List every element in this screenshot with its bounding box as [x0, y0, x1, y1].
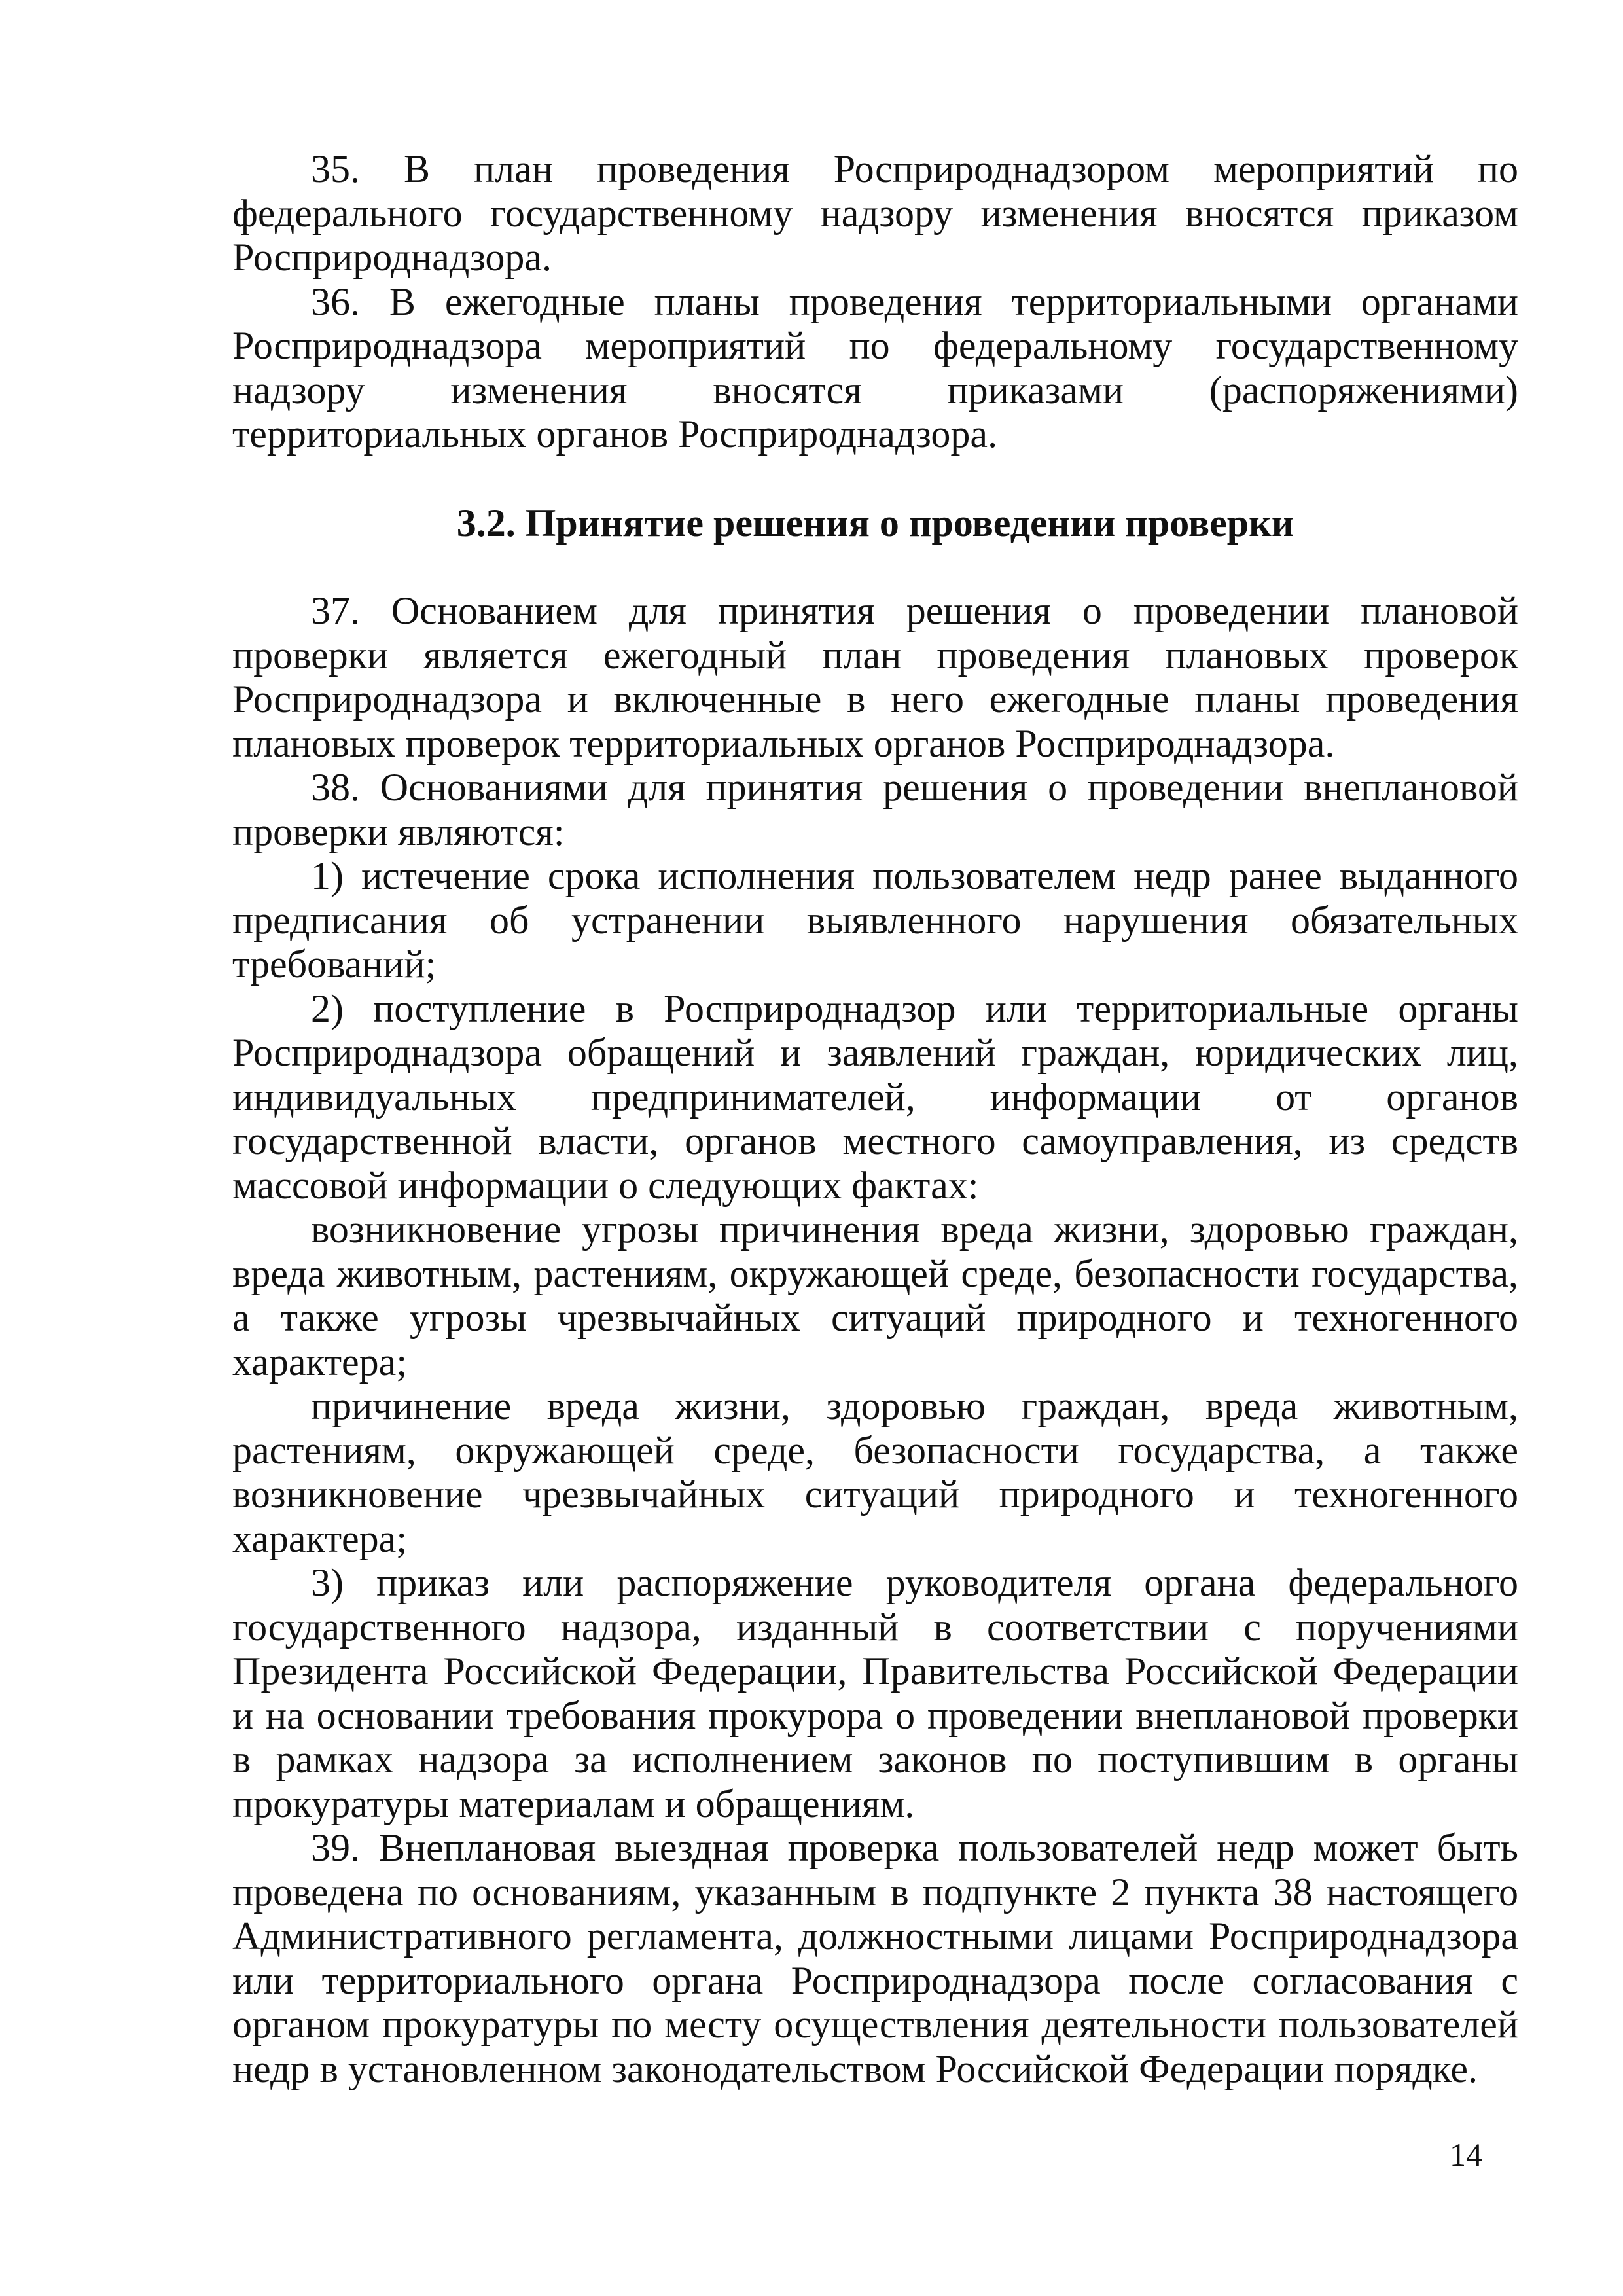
- subitem-38-2-fact-harm: причинение вреда жизни, здоровью граждан, вреда животным, растениям, окружающей среде, безопасности государства, а также возникновение чрезвычайных ситуаций природного и техногенного характера;: [232, 1384, 1518, 1560]
- paragraph-37: 37. Основанием для принятия решения о проведении плановой проверки является ежегодный план проведения плановых проверок Росприроднадзора и включенные в него ежегодные планы проведения плановых проверок территориальных органов Росприроднадзора.: [232, 589, 1518, 765]
- document-page: [232, 147, 1518, 2091]
- subitem-38-2-fact-threat: возникновение угрозы причинения вреда жизни, здоровью граждан, вреда животным, растениям, окружающей среде, безопасности государства, а также угрозы чрезвычайных ситуаций природного и техногенного характера;: [232, 1208, 1518, 1384]
- page-number: 14: [1450, 2136, 1482, 2173]
- paragraph-36: 36. В ежегодные планы проведения территориальными органами Росприроднадзора мероприятий по федеральному государственному надзору изменения вносятся приказами (распоряжениями) территориальных органов Росприроднадзора.: [232, 279, 1518, 456]
- paragraph-35: 35. В план проведения Росприроднадзором мероприятий по федерального государственному надзору изменения вносятся приказом Росприроднадзора.: [232, 147, 1518, 279]
- section-heading: 3.2. Принятие решения о проведении проверки: [456, 501, 1294, 545]
- paragraph-38: 38. Основаниями для принятия решения о проведении внеплановой проверки являются:: [232, 766, 1518, 853]
- subitem-38-1: 1) истечение срока исполнения пользователем недр ранее выданного предписания об устранении выявленного нарушения обязательных требований;: [232, 854, 1518, 986]
- subitem-38-3: 3) приказ или распоряжение руководителя органа федерального государственного надзора, изданный в соответствии с поручениями Президента Российской Федерации, Правительства Российской Федерации и на основании требования прокурора о проведении внеплановой проверки в рамках надзора за исполнением законов по поступившим в органы прокуратуры материалам и обращениям.: [232, 1561, 1518, 1825]
- paragraph-39: 39. Внеплановая выездная проверка пользователей недр может быть проведена по основаниям, указанным в подпункте 2 пункта 38 настоящего Административного регламента, должностными лицами Росприроднадзора или территориального органа Росприроднадзора после согласования с органом прокуратуры по месту осуществления деятельности пользователей недр в установленном законодательством Российской Федерации порядке.: [232, 1826, 1518, 2090]
- subitem-38-2: 2) поступление в Росприроднадзор или территориальные органы Росприроднадзора обращений и заявлений граждан, юридических лиц, индивидуальных предпринимателей, информации от органов государственной власти, органов местного самоуправления, из средств массовой информации о следующих фактах:: [232, 986, 1518, 1207]
